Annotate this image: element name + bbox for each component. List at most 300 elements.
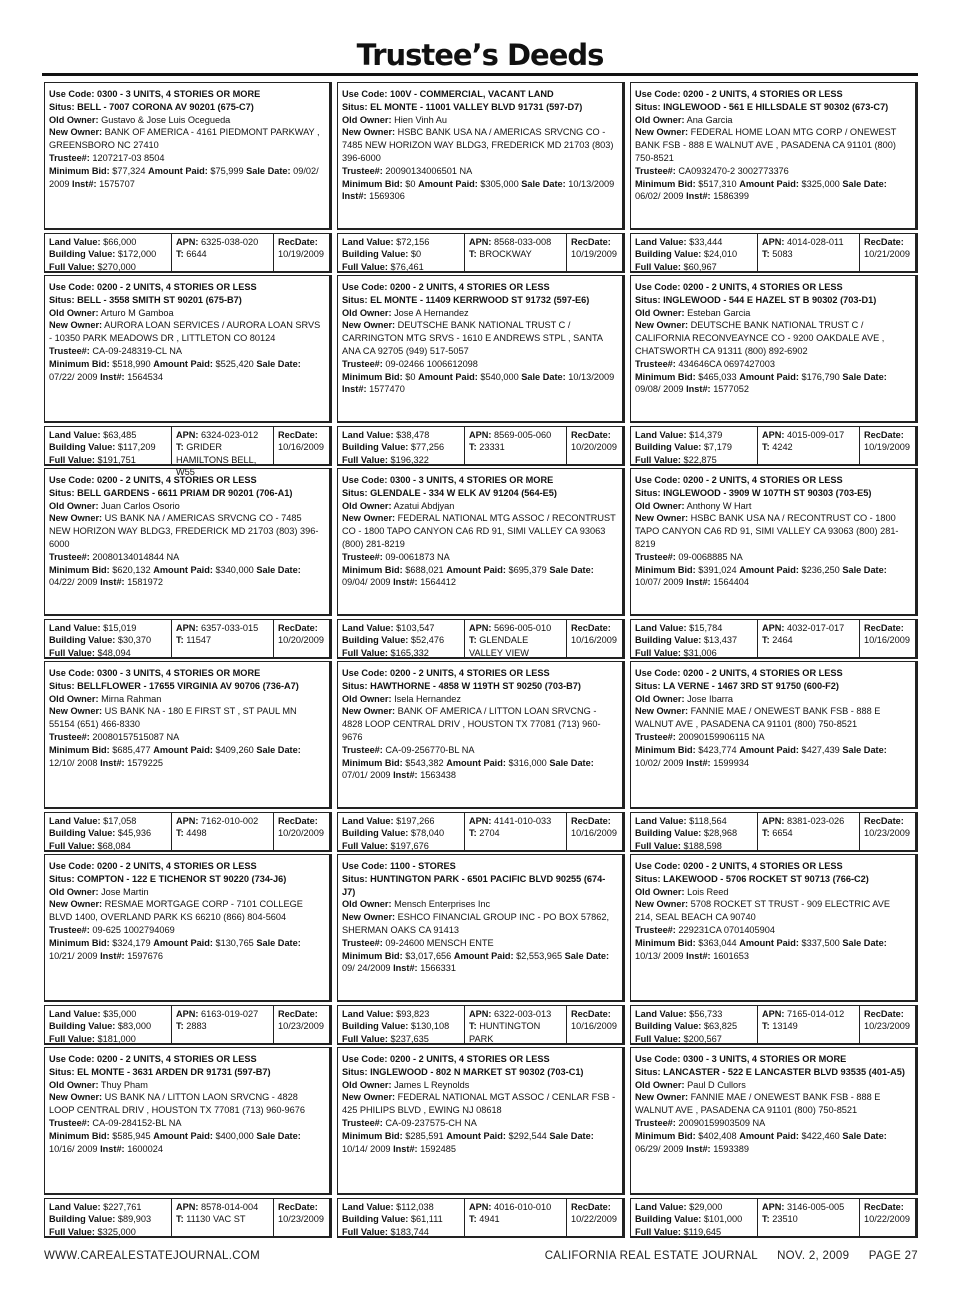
recdate-label: RecDate: <box>571 816 611 826</box>
full-value-line <box>342 840 461 852</box>
land-value-value: $63,485 <box>103 430 137 440</box>
situs-value: BELL - 7007 CORONA AV 90201 (675-C7) <box>77 101 254 112</box>
land-value-label: Land Value: <box>342 623 394 633</box>
old-owner-label: Old Owner: <box>635 693 685 704</box>
full-value-value: $68,084 <box>97 840 131 851</box>
apn-value: 6324-023-012 <box>201 430 259 440</box>
land-value-line <box>635 429 754 441</box>
deed-details <box>44 854 332 1002</box>
use-code-label: Use Code: <box>635 475 681 485</box>
new-owner-label: New Owner: <box>49 127 103 138</box>
values-col <box>338 1199 464 1236</box>
tract-value: 6644 <box>186 249 207 260</box>
old-owner-label: Old Owner: <box>49 693 99 704</box>
recdate-col <box>566 1199 622 1236</box>
sale-line <box>49 358 323 384</box>
new-owner-line <box>635 319 909 357</box>
old-owner-label: Old Owner: <box>342 693 392 704</box>
page-title: Trustee’s Deeds <box>356 38 604 72</box>
use-code-line <box>49 281 323 294</box>
footer-page: PAGE 27 <box>868 1250 918 1262</box>
values-col <box>631 1006 757 1043</box>
land-value-label: Land Value: <box>635 1202 687 1212</box>
minimum-bid-value: $3,017,656 <box>405 950 452 961</box>
building-value-line <box>635 441 754 453</box>
use-code-value: 0200 - 2 UNITS, 4 STORIES OR LESS <box>683 282 843 292</box>
footer-date: NOV. 2, 2009 <box>777 1250 850 1262</box>
inst-value: 1592485 <box>420 1143 456 1154</box>
new-owner-value: RESMAE MORTGAGE CORP - 7101 COLLEGE BLVD 1400, OVERLAND PARK KS 66210 (866) 804-5604 <box>49 899 303 923</box>
t-line <box>469 1213 563 1225</box>
full-value-label: Full Value: <box>635 1033 681 1044</box>
old-owner-line <box>635 1079 909 1092</box>
situs-label: Situs: <box>342 873 368 884</box>
minimum-bid-label: Minimum Bid: <box>49 358 110 369</box>
sale-date-label: Sale Date: <box>246 165 291 176</box>
building-value-value: $78,040 <box>410 828 445 839</box>
trustee-value: CA-09-256770-BL NA <box>385 744 475 755</box>
full-value-line <box>342 1226 461 1238</box>
apn-label: APN: <box>176 237 199 247</box>
values-col <box>631 427 757 464</box>
land-value-line <box>49 429 168 441</box>
tract-value: GLENDALE VALLEY VIEW <box>469 635 529 658</box>
t-line <box>469 248 563 260</box>
tract-value: 13149 <box>772 1021 798 1032</box>
apn-label: APN: <box>469 430 492 440</box>
sale-date-label: Sale Date: <box>842 371 887 382</box>
building-value-line <box>635 248 754 260</box>
values-col <box>631 620 757 657</box>
use-code-line <box>635 474 909 487</box>
recdate-col <box>859 1006 915 1043</box>
tract-label: T: <box>176 635 184 646</box>
land-value-line <box>342 1201 461 1213</box>
building-value-value: $172,000 <box>117 249 157 260</box>
t-line <box>762 1020 856 1032</box>
inst-value: 1564412 <box>420 577 456 588</box>
use-code-value: 0300 - 3 UNITS, 4 STORIES OR MORE <box>97 89 261 99</box>
tract-label: T: <box>176 1021 184 1032</box>
minimum-bid-label: Minimum Bid: <box>635 744 696 755</box>
old-owner-label: Old Owner: <box>635 886 685 897</box>
apn-label: APN: <box>176 816 199 826</box>
apn-value: 8569-005-060 <box>494 430 552 440</box>
building-value-line <box>342 827 461 839</box>
old-owner-label: Old Owner: <box>49 1079 99 1090</box>
old-owner-line <box>635 307 909 320</box>
sale-date-value: 10/02/ 2009 <box>635 757 684 768</box>
use-code-line <box>49 667 323 680</box>
old-owner-line <box>635 114 909 127</box>
amount-paid-label: Amount Paid: <box>739 744 799 755</box>
full-value-label: Full Value: <box>342 454 388 465</box>
recdate-label: RecDate: <box>278 816 318 826</box>
full-value-label: Full Value: <box>49 261 95 272</box>
recdate-label: RecDate: <box>571 237 611 247</box>
records-row <box>44 1045 918 1238</box>
apn-label: APN: <box>762 816 785 826</box>
new-owner-label: New Owner: <box>635 513 689 524</box>
minimum-bid-label: Minimum Bid: <box>635 178 696 189</box>
apn-label: APN: <box>469 1202 492 1212</box>
full-value-label: Full Value: <box>342 1033 388 1044</box>
inst-label: Inst#: <box>686 1143 711 1154</box>
use-code-value: 0200 - 2 UNITS, 4 STORIES OR LESS <box>683 861 843 871</box>
trustee-value: CA-09-248319-CL NA <box>92 345 182 356</box>
apn-line <box>762 236 856 248</box>
t-line <box>469 827 563 839</box>
use-code-value: 0200 - 2 UNITS, 4 STORIES OR LESS <box>390 282 550 292</box>
apn-col <box>464 813 566 850</box>
use-code-label: Use Code: <box>342 89 388 99</box>
amount-paid-value: $525,420 <box>215 358 254 369</box>
trustee-value: 434646CA 0697427003 <box>678 358 775 369</box>
situs-line <box>342 487 616 500</box>
building-value-line <box>342 441 461 453</box>
apn-value: 6163-019-027 <box>201 1009 259 1019</box>
deed-record <box>337 466 625 659</box>
use-code-line <box>49 474 323 487</box>
apn-label: APN: <box>762 623 785 633</box>
building-value-value: $130,108 <box>410 1021 450 1032</box>
deed-record <box>337 659 625 852</box>
situs-label: Situs: <box>49 1066 75 1077</box>
situs-label: Situs: <box>342 294 368 305</box>
situs-value: LA VERNE - 1467 3RD ST 91750 (600-F2) <box>663 680 839 691</box>
recdate-label: RecDate: <box>571 623 611 633</box>
apn-value: 5696-005-010 <box>494 623 552 633</box>
records-row <box>44 273 918 477</box>
situs-line <box>635 1066 909 1079</box>
full-value-line <box>635 840 754 852</box>
tract-label: T: <box>469 828 477 839</box>
sale-date-label: Sale Date: <box>256 1130 301 1141</box>
sale-date-label: Sale Date: <box>549 1130 594 1141</box>
apn-col <box>171 427 273 477</box>
old-owner-label: Old Owner: <box>49 307 99 318</box>
use-code-label: Use Code: <box>635 861 681 871</box>
full-value-value: $197,676 <box>390 840 429 851</box>
deed-details <box>630 661 918 809</box>
sale-date-value: 10/13/2009 <box>568 178 615 189</box>
situs-value: EL MONTE - 3631 ARDEN DR 91731 (597-B7) <box>77 1066 271 1077</box>
recdate-value: 10/20/2009 <box>278 635 324 646</box>
full-value-label: Full Value: <box>635 647 681 658</box>
old-owner-line <box>342 1079 616 1092</box>
building-value-value: $24,010 <box>703 249 738 260</box>
situs-label: Situs: <box>635 101 661 112</box>
inst-label: Inst#: <box>686 191 711 202</box>
values-col <box>45 620 171 657</box>
apn-col <box>171 813 273 850</box>
sale-date-label: Sale Date: <box>842 744 887 755</box>
use-code-label: Use Code: <box>49 861 95 871</box>
situs-label: Situs: <box>49 101 75 112</box>
deed-details <box>630 468 918 616</box>
trustee-value: 20080134014844 NA <box>92 551 180 562</box>
old-owner-value: Jose Martin <box>101 886 149 897</box>
new-owner-label: New Owner: <box>342 127 396 138</box>
trustee-line <box>635 1117 909 1130</box>
tract-label: T: <box>469 1021 477 1032</box>
full-value-label: Full Value: <box>49 1033 95 1044</box>
values-col <box>338 427 464 464</box>
full-value-value: $196,322 <box>390 454 429 465</box>
apn-value: 8578-014-004 <box>201 1202 259 1212</box>
trustee-label: Trustee#: <box>342 358 383 369</box>
building-value-label: Building Value: <box>342 1021 409 1032</box>
building-value-line <box>342 1020 461 1032</box>
t-line <box>469 441 563 453</box>
t-line <box>762 1213 856 1225</box>
deed-values <box>337 812 625 852</box>
recdate-col <box>566 1006 622 1043</box>
new-owner-label: New Owner: <box>49 513 103 524</box>
t-line <box>762 827 856 839</box>
situs-line <box>49 487 323 500</box>
use-code-line <box>342 474 616 487</box>
new-owner-label: New Owner: <box>49 320 103 331</box>
amount-paid-value: $422,460 <box>801 1130 840 1141</box>
recdate-label: RecDate: <box>864 623 904 633</box>
deed-details <box>630 82 918 230</box>
building-value-value: $61,111 <box>410 1214 443 1225</box>
old-owner-line <box>635 693 909 706</box>
situs-line <box>635 294 909 307</box>
old-owner-line <box>49 114 323 127</box>
trustee-line <box>635 551 909 564</box>
sale-date-value: 09/02/ 2009 <box>49 165 319 189</box>
building-value-line <box>49 441 168 453</box>
apn-label: APN: <box>469 1009 492 1019</box>
sale-date-value: 09/ 24/2009 <box>342 963 391 974</box>
building-value-line <box>342 1213 461 1225</box>
minimum-bid-label: Minimum Bid: <box>635 564 696 575</box>
minimum-bid-label: Minimum Bid: <box>49 1130 110 1141</box>
recdate-col <box>859 234 915 271</box>
situs-line <box>49 294 323 307</box>
land-value-value: $56,733 <box>689 1009 723 1019</box>
values-col <box>45 234 171 271</box>
old-owner-label: Old Owner: <box>342 114 392 125</box>
apn-value: 7165-014-012 <box>787 1009 845 1019</box>
trustee-value: 09-0061873 NA <box>385 551 450 562</box>
old-owner-line <box>49 886 323 899</box>
deed-details <box>44 468 332 616</box>
use-code-line <box>49 1053 323 1066</box>
apn-col <box>171 234 273 271</box>
apn-col <box>464 1006 566 1043</box>
trustee-label: Trustee#: <box>635 731 676 742</box>
sale-date-value: 10/21/ 2009 <box>49 950 98 961</box>
land-value-value: $35,000 <box>103 1009 137 1019</box>
use-code-value: 0300 - 3 UNITS, 4 STORIES OR MORE <box>683 1054 847 1064</box>
new-owner-value: FEDERAL HOME LOAN MTG CORP / ONEWEST BANK FSB - 888 E WALNUT AVE , PASADENA CA 91101 (800) 750-8521 <box>635 127 897 163</box>
apn-value: 3146-005-005 <box>787 1202 845 1212</box>
amount-paid-label: Amount Paid: <box>739 371 799 382</box>
apn-line <box>469 622 563 634</box>
old-owner-label: Old Owner: <box>635 114 685 125</box>
apn-label: APN: <box>469 623 492 633</box>
amount-paid-label: Amount Paid: <box>739 178 799 189</box>
building-value-value: $30,370 <box>117 635 152 646</box>
trustee-label: Trustee#: <box>49 924 90 935</box>
inst-label: Inst#: <box>393 963 418 974</box>
use-code-label: Use Code: <box>635 1054 681 1064</box>
use-code-line <box>342 667 616 680</box>
new-owner-line <box>49 319 323 345</box>
land-value-line <box>342 815 461 827</box>
sale-line <box>635 744 909 770</box>
minimum-bid-value: $688,021 <box>405 564 444 575</box>
amount-paid-value: $409,260 <box>215 744 254 755</box>
inst-value: 1577470 <box>369 384 405 395</box>
recdate-col <box>273 1006 329 1043</box>
new-owner-line <box>635 512 909 550</box>
old-owner-value: Esteban Garcia <box>687 307 751 318</box>
minimum-bid-value: $77,324 <box>112 165 146 176</box>
deed-record <box>44 659 332 852</box>
use-code-value: 0200 - 2 UNITS, 4 STORIES OR LESS <box>683 475 843 485</box>
sale-line <box>635 371 909 397</box>
full-value-value: $22,875 <box>683 454 717 465</box>
new-owner-label: New Owner: <box>342 513 396 524</box>
apn-label: APN: <box>469 816 492 826</box>
recdate-value: 10/23/2009 <box>278 1214 324 1225</box>
minimum-bid-value: $543,382 <box>405 757 444 768</box>
sale-date-value: 06/29/ 2009 <box>635 1143 684 1154</box>
land-value-label: Land Value: <box>49 1202 101 1212</box>
use-code-line <box>635 667 909 680</box>
recdate-value: 10/19/2009 <box>864 442 910 453</box>
land-value-line <box>342 429 461 441</box>
recdate-label: RecDate: <box>278 623 318 633</box>
deed-details <box>44 661 332 809</box>
tract-label: T: <box>762 1214 770 1225</box>
amount-paid-label: Amount Paid: <box>446 1130 506 1141</box>
use-code-value: 0300 - 3 UNITS, 4 STORIES OR MORE <box>390 475 554 485</box>
apn-col <box>171 620 273 657</box>
trustee-line <box>49 731 323 744</box>
trustee-line <box>342 1117 616 1130</box>
sale-date-value: 10/14/ 2009 <box>342 1143 391 1154</box>
records-row <box>44 852 918 1045</box>
deed-record <box>630 466 918 659</box>
use-code-line <box>342 1053 616 1066</box>
footer-website[interactable]: WWW.CAREALESTATEJOURNAL.COM <box>44 1250 260 1262</box>
inst-value: 1581972 <box>127 577 163 588</box>
sale-date-value: 10/16/ 2009 <box>49 1143 98 1154</box>
minimum-bid-value: $0 <box>405 178 416 189</box>
t-line <box>762 634 856 646</box>
apn-label: APN: <box>762 1009 785 1019</box>
use-code-line <box>342 281 616 294</box>
inst-label: Inst#: <box>393 577 418 588</box>
land-value-line <box>635 1201 754 1213</box>
deed-details <box>337 1047 625 1195</box>
apn-line <box>469 236 563 248</box>
situs-value: INGLEWOOD - 3909 W 107TH ST 90303 (703-E5) <box>663 487 872 498</box>
trustee-value: 09-24600 MENSCH ENTE <box>385 937 494 948</box>
apn-label: APN: <box>176 1009 199 1019</box>
use-code-value: 0300 - 3 UNITS, 4 STORIES OR MORE <box>97 668 261 678</box>
building-value-line <box>635 634 754 646</box>
land-value-label: Land Value: <box>49 816 101 826</box>
old-owner-value: Jose Ibarra <box>687 693 734 704</box>
minimum-bid-value: $391,024 <box>698 564 737 575</box>
values-col <box>338 620 464 657</box>
sale-line <box>342 371 616 397</box>
inst-value: 1569306 <box>369 191 405 202</box>
amount-paid-value: $400,000 <box>215 1130 254 1141</box>
new-owner-label: New Owner: <box>49 899 103 910</box>
land-value-value: $29,000 <box>689 1202 723 1212</box>
old-owner-value: Isela Hernandez <box>394 693 461 704</box>
situs-label: Situs: <box>49 294 75 305</box>
minimum-bid-value: $585,945 <box>112 1130 151 1141</box>
trustee-line <box>49 345 323 358</box>
values-col <box>631 234 757 271</box>
building-value-line <box>49 1020 168 1032</box>
apn-line <box>762 1201 856 1213</box>
trustee-value: 09-0068885 NA <box>678 551 743 562</box>
full-value-value: $76,461 <box>390 261 424 272</box>
inst-label: Inst#: <box>393 1143 418 1154</box>
old-owner-line <box>49 693 323 706</box>
use-code-line <box>342 860 616 873</box>
use-code-line <box>49 88 323 101</box>
full-value-value: $188,598 <box>683 840 722 851</box>
old-owner-label: Old Owner: <box>635 307 685 318</box>
trustee-value: 20090159906115 NA <box>678 731 765 742</box>
apn-col <box>464 1199 566 1236</box>
building-value-label: Building Value: <box>635 635 702 646</box>
t-line <box>176 1020 270 1032</box>
deed-details <box>44 275 332 423</box>
tract-label: T: <box>469 1214 477 1225</box>
trustee-line <box>635 924 909 937</box>
new-owner-line <box>342 911 616 937</box>
full-value-value: $31,006 <box>683 647 717 658</box>
sale-date-value: 04/22/ 2009 <box>49 577 98 588</box>
sale-line <box>342 178 616 204</box>
apn-line <box>176 429 270 441</box>
t-line <box>176 1213 270 1225</box>
deed-record <box>44 466 332 659</box>
sale-date-label: Sale Date: <box>256 744 301 755</box>
amount-paid-value: $2,553,965 <box>516 950 563 961</box>
apn-label: APN: <box>176 1202 199 1212</box>
full-value-line <box>635 1226 754 1238</box>
situs-line <box>342 873 616 899</box>
sale-date-value: 10/13/2009 <box>568 371 615 382</box>
situs-value: GLENDALE - 334 W ELK AV 91204 (564-E5) <box>370 487 557 498</box>
situs-line <box>635 487 909 500</box>
apn-value: 4016-010-010 <box>494 1202 552 1212</box>
deed-record <box>630 273 918 466</box>
title-rule <box>42 73 918 76</box>
building-value-value: $0 <box>410 249 422 260</box>
amount-paid-label: Amount Paid: <box>153 937 213 948</box>
building-value-line <box>49 827 168 839</box>
situs-value: INGLEWOOD - 802 N MARKET ST 90302 (703-C1) <box>370 1066 584 1077</box>
inst-label: Inst#: <box>686 757 711 768</box>
use-code-value: 0200 - 2 UNITS, 4 STORIES OR LESS <box>97 282 257 292</box>
recdate-label: RecDate: <box>571 1202 611 1212</box>
recdate-label: RecDate: <box>571 1009 611 1019</box>
tract-value: 2704 <box>479 828 500 839</box>
